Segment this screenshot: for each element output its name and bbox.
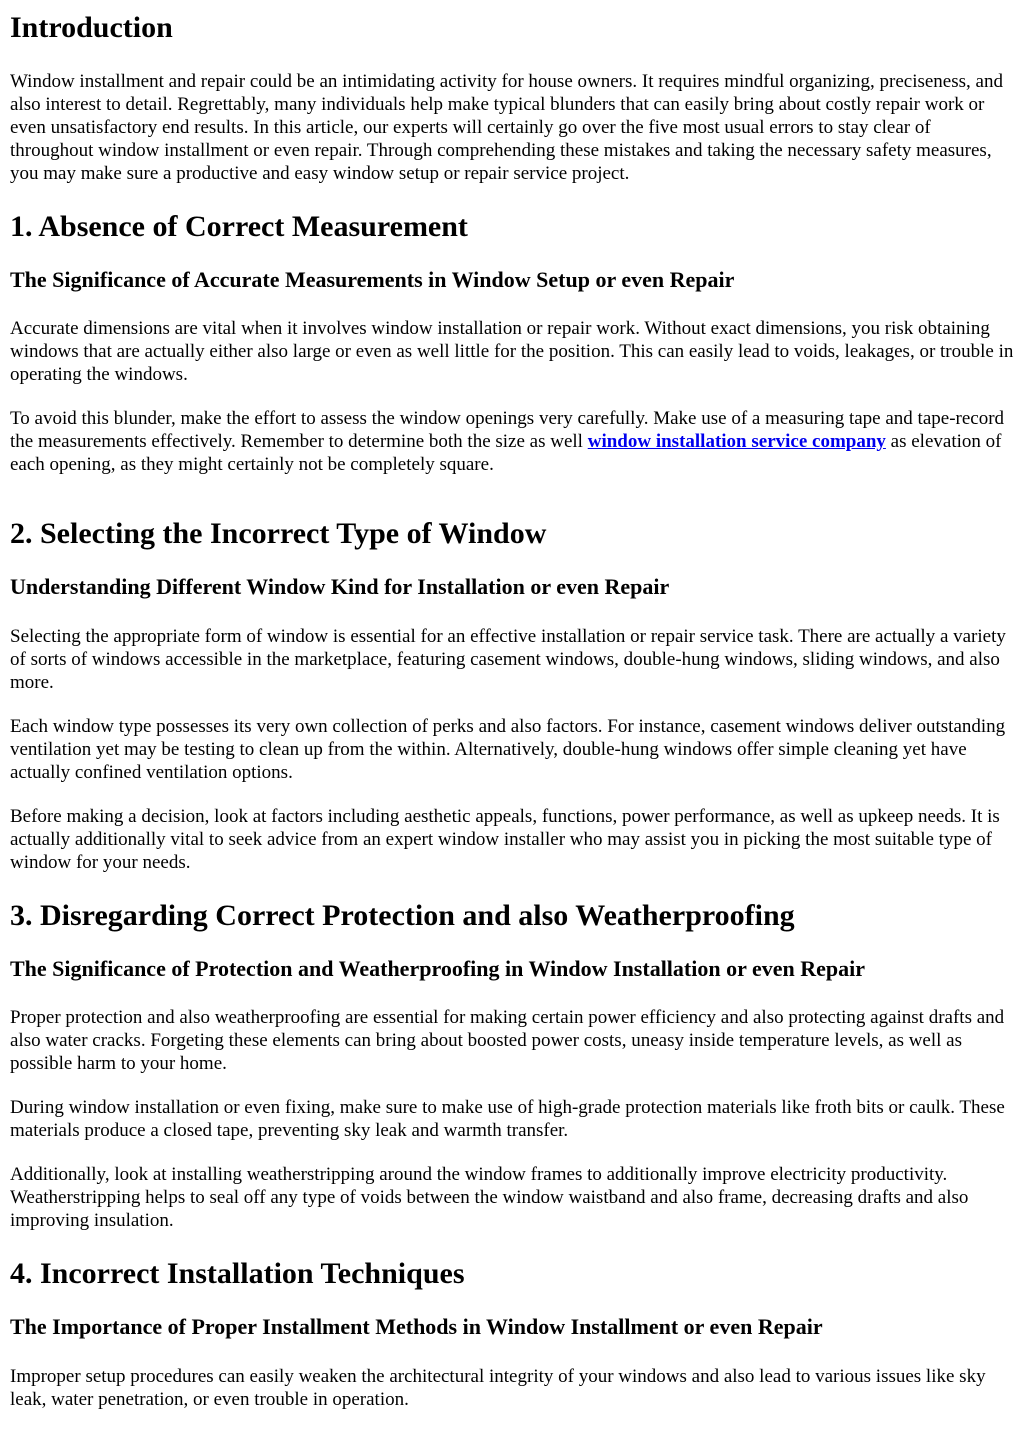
section-1-paragraph-2-text-before: To avoid this blunder, make the effort to assess the window openings very carefully. Make use of a measuring tape and tape-record the measurements effectively. Remember to determine both the size as well	[10, 408, 1005, 452]
section-3-paragraph-3: Additionally, look at installing weatherstripping around the window frames to additionally improve electricity productivity. Weatherstripping helps to seal off any type of voids between the window waistband and also frame, decreasing drafts and also improving insulation.	[10, 1164, 969, 1231]
section-4-subheading: The Importance of Proper Installment Methods in Window Installment or even Repair	[10, 1314, 823, 1339]
window-installation-service-link[interactable]: window installation service company	[587, 431, 886, 452]
section-2-heading: 2. Selecting the Incorrect Type of Window	[10, 517, 547, 550]
section-1-paragraph-1: Accurate dimensions are vital when it involves window installation or repair work. Without exact dimensions, you risk obtaining windows that are actually either also large or even as well little for the position. This can easily lead to voids, leakages, or trouble in operating the windows.	[10, 318, 1014, 385]
section-2-subheading: Understanding Different Window Kind for Installation or even Repair	[10, 574, 670, 599]
section-1-paragraph-2-text-after: as elevation of each opening, as they might certainly not be completely square.	[10, 431, 1002, 475]
section-3-paragraph-2: During window installation or even fixing, make sure to make use of high-grade protection materials like froth bits or caulk. These materials produce a closed tape, preventing sky leak and warmth transfer.	[10, 1097, 1005, 1141]
section-3-paragraph-1: Proper protection and also weatherproofing are essential for making certain power efficiency and also protecting against drafts and also water cracks. Forgeting these elements can bring about boosted power costs, uneasy inside temperature levels, as well as possible harm to your home.	[10, 1007, 1005, 1074]
section-3-heading: 3. Disregarding Correct Protection and also Weatherproofing	[10, 899, 795, 932]
section-4-paragraph-1: Improper setup procedures can easily weaken the architectural integrity of your windows and also lead to various issues like sky leak, water penetration, or even trouble in operation.	[10, 1366, 986, 1410]
intro-paragraph: Window installment and repair could be an intimidating activity for house owners. It requires mindful organizing, preciseness, and also interest to detail. Regrettably, many individuals help make typical blunders that can easily bring about costly repair work or even unsatisfactory end results. In this article, our experts will certainly go over the five most usual errors to stay clear of throughout window installment or even repair. Through comprehending these mistakes and taking the necessary safety measures, you may make sure a productive and easy window setup or repair service project.	[10, 71, 1003, 184]
section-2-paragraph-2: Each window type possesses its very own collection of perks and also factors. For instance, casement windows deliver outstanding ventilation yet may be testing to clean up from the within. Alternatively, double-hung windows offer simple cleaning yet have actually confined ventilation options.	[10, 716, 1006, 783]
section-3-subheading: The Significance of Protection and Weatherproofing in Window Installation or even Repair	[10, 956, 865, 981]
intro-heading: Introduction	[10, 11, 173, 44]
section-1-heading: 1. Absence of Correct Measurement	[10, 210, 468, 243]
section-1-paragraph-2	[10, 407, 1014, 476]
section-1-subheading: The Significance of Accurate Measurements in Window Setup or even Repair	[10, 267, 735, 292]
section-2-paragraph-3: Before making a decision, look at factors including aesthetic appeals, functions, power performance, as well as upkeep needs. It is actually additionally vital to seek advice from an expert window installer who may assist you in picking the most suitable type of window for your needs.	[10, 806, 1000, 873]
section-2-paragraph-1: Selecting the appropriate form of window is essential for an effective installation or repair service task. There are actually a variety of sorts of windows accessible in the marketplace, featuring casement windows, double-hung windows, sliding windows, and also more.	[10, 626, 1006, 693]
section-4-heading: 4. Incorrect Installation Techniques	[10, 1257, 465, 1290]
